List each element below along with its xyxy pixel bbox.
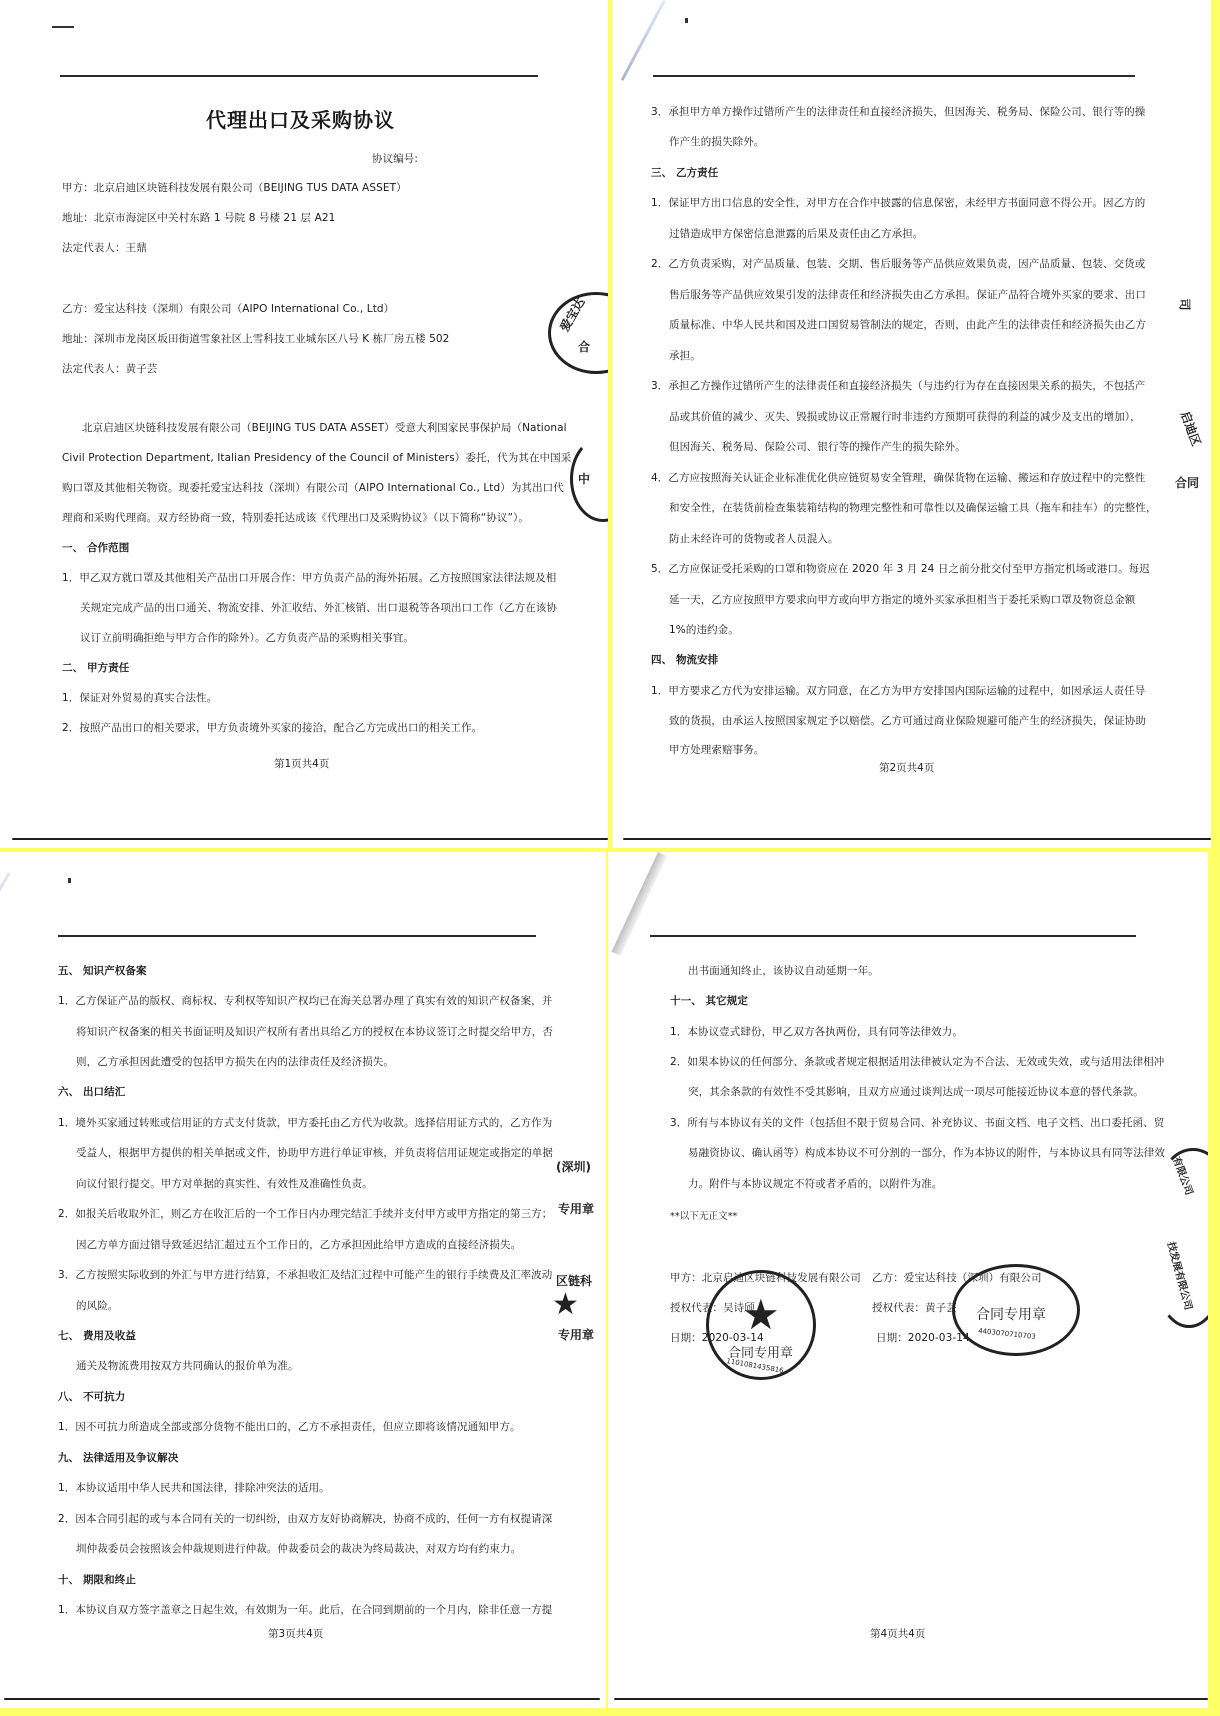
page-1 (0, 0, 608, 848)
page-footer: 第3页共4页 (268, 1628, 324, 1640)
page-footer: 第1页共4页 (274, 758, 330, 770)
clause-line: 品或其价值的减少、灭失、毁损或协议正常履行时非违约方预期可获得的利益的减少及支出的增加）， (669, 411, 1141, 423)
star-icon: ★ (742, 1290, 780, 1339)
party-a-rep: 法定代表人：王鼎 (62, 242, 147, 254)
party-b-address: 地址：深圳市龙岗区坂田街道雪象社区上雪科技工业城东区八号 K 栋厂房五楼 502 (62, 333, 450, 345)
preamble-line: 北京启迪区块链科技发展有限公司（BEIJING TUS DATA ASSET）受意大利国家民事保护局（National (82, 422, 567, 434)
party-b-line: 乙方：爱宝达科技（深圳）有限公司（AIPO International Co., Ltd） (62, 303, 395, 315)
scan-mark (685, 18, 688, 23)
section-heading: 二、 甲方责任 (62, 662, 130, 674)
stamp-fragment-text: 区链科 (556, 1274, 593, 1288)
clause-line: 则，乙方承担因此遭受的包括甲方损失在内的法律责任及经济损失。 (76, 1056, 394, 1068)
header-rule (60, 75, 538, 77)
end-of-text-note: **以下无正文** (670, 1211, 738, 1222)
clause-line: 但因海关、税务局、保险公司、银行等的操作产生的损失除外。 (669, 441, 966, 453)
clause-line: 2．如报关后收取外汇，则乙方在收汇后的一个工作日内办理完结汇手续并支付甲方或甲方指定的第三方； (58, 1208, 553, 1220)
section-heading: 八、 不可抗力 (58, 1391, 126, 1403)
clause-line: 防止未经许可的货物或者人员混入。 (669, 533, 839, 545)
stamp-fragment-text: 中 (578, 472, 591, 486)
party-b-seal-number: 4403070710703 (977, 1326, 1037, 1342)
clause-line: 作产生的损失除外。 (669, 136, 765, 148)
fold-crease (0, 872, 11, 977)
section-heading: 七、 费用及收益 (58, 1330, 136, 1342)
clause-line: 3．承担甲方单方操作过错所产生的法律责任和直接经济损失，但因海关、税务局、保险公司、银行等的操 (651, 106, 1146, 118)
clause-line: 延一天，乙方应按照甲方要求向甲方或向甲方指定的境外买家承担相当于委托采购口罩及物资总金额 (669, 594, 1136, 606)
star-icon: ★ (552, 1287, 579, 1322)
page-2 (612, 0, 1211, 848)
section-heading: 四、 物流安排 (651, 654, 719, 666)
stamp-fragment-text: 启迪区 (1177, 409, 1204, 448)
scan-mark (68, 878, 71, 883)
clause-line: 圳仲裁委员会按照该会仲裁规则进行仲裁。仲裁委员会的裁决为终局裁决，对双方均有约束力。 (76, 1543, 522, 1555)
stamp-fragment-text: 有限公司 (1170, 1155, 1195, 1197)
party-a-seal-number: 1101081435816 (725, 1357, 785, 1375)
clause-line: 1．本协议壹式肆份，甲乙双方各执两份，具有同等法律效力。 (670, 1026, 963, 1038)
clause-line: 致的货损，由承运人按照国家规定予以赔偿。乙方可通过商业保险规避可能产生的经济损失，保证协助 (669, 715, 1146, 727)
clause-line: 易融资协议、确认函等）构成本协议不可分割的一部分，作为本协议的附件，与本协议具有同等法律效 (688, 1147, 1165, 1159)
stamp-fragment-text: 专用章 (558, 1328, 595, 1342)
section-heading: 九、 法律适用及争议解决 (58, 1452, 179, 1464)
clause-line: 过错造成甲方保密信息泄露的后果及责任由乙方承担。 (669, 228, 924, 240)
clause-line: 1．本协议自双方签字盖章之日起生效，有效期为一年。此后，在合同到期前的一个月内，除非任意一方提 (58, 1604, 553, 1616)
page-edge-line (4, 1698, 600, 1700)
header-rule (650, 935, 1136, 937)
clause-line: 售后服务等产品供应效果引发的法律责任和经济损失由乙方承担。保证产品符合境外买家的要求、出口 (669, 289, 1146, 301)
party-b-seal-label: 合同专用章 (976, 1307, 1046, 1323)
clause-line: 3．承担乙方操作过错所产生的法律责任和直接经济损失（与违约行为存在直接因果关系的损失，不包括产 (651, 380, 1146, 392)
page-footer: 第4页共4页 (870, 1628, 926, 1640)
fold-crease (612, 852, 668, 956)
clause-line: 1．甲方要求乙方代为安排运输。双方同意，在乙方为甲方安排国内国际运输的过程中，如因承运人责任导 (651, 685, 1146, 697)
stamp-fragment-text: 司 (1177, 298, 1192, 311)
party-a-address: 地址：北京市海淀区中关村东路 1 号院 8 号楼 21 层 A21 (62, 212, 336, 224)
section-heading: 一、 合作范围 (62, 542, 130, 554)
preamble-line: 理商和采购代理商。双方经协商一致，特别委托达成该《代理出口及采购协议》（以下简称“协议”）。 (62, 512, 529, 524)
clause-line: 将知识产权备案的相关书面证明及知识产权所有者出具给乙方的授权在本协议签订之时提交给甲方，否 (76, 1026, 553, 1038)
clause-line: 1．保证甲方出口信息的安全性，对甲方在合作中披露的信息保密，未经甲方书面同意不得公开。因乙方的 (651, 197, 1146, 209)
page-footer: 第2页共4页 (879, 762, 935, 774)
clause-line: 力。附件与本协议规定不符或者矛盾的，以附件为准。 (688, 1178, 943, 1190)
fold-crease (621, 0, 666, 81)
section-heading: 五、 知识产权备案 (58, 965, 147, 977)
clause-line: 2．按照产品出口的相关要求，甲方负责境外买家的接洽，配合乙方完成出口的相关工作。 (62, 722, 483, 734)
party-a-signature-rep: 授权代表：吴诗颀 (670, 1302, 755, 1314)
agreement-number-label: 协议编号: (372, 153, 419, 165)
section-heading: 三、 乙方责任 (651, 167, 719, 179)
clause-line: 的风险。 (76, 1300, 119, 1312)
party-a-signature-name: 甲方：北京启迪区块链科技发展有限公司 (670, 1272, 861, 1284)
clause-line: 出书面通知终止，该协议自动延期一年。 (688, 965, 879, 977)
party-b-signature-date: 日期：2020-03-14 (876, 1332, 970, 1344)
stamp-fragment-text: 合 (578, 340, 591, 354)
page-4 (608, 852, 1208, 1708)
clause-line: 通关及物流费用按双方共同确认的报价单为准。 (76, 1360, 299, 1372)
page-edge-line (614, 1698, 1208, 1700)
party-a-signature-date: 日期：2020-03-14 (670, 1332, 764, 1344)
party-a-seal-label: 合同专用章 (728, 1346, 794, 1361)
clause-line: 1．乙方保证产品的版权、商标权、专利权等知识产权均已在海关总署办理了真实有效的知识产权备案，并 (58, 995, 553, 1007)
clause-line: 受益人，根据甲方提供的相关单据或文件，协助甲方进行单证审核，并负责将信用证规定或指定的单据 (76, 1147, 553, 1159)
page-3 (0, 852, 606, 1708)
page-edge-line (623, 838, 1211, 840)
party-b-rep: 法定代表人：黄子芸 (62, 363, 158, 375)
party-a-line: 甲方：北京启迪区块链科技发展有限公司（BEIJING TUS DATA ASSET） (62, 182, 407, 194)
clause-line: 1．保证对外贸易的真实合法性。 (62, 692, 218, 704)
clause-line: 2．因本合同引起的或与本合同有关的一切纠纷，由双方友好协商解决，协商不成的，任何一方有权提请深 (58, 1513, 553, 1525)
stamp-fragment-text: 专用章 (558, 1202, 595, 1216)
stamp-fragment-text: 合同 (1175, 476, 1200, 490)
clause-line: 突，其余条款的有效性不受其影响，且双方应通过谈判达成一项尽可能接近协议本意的替代条款。 (688, 1086, 1144, 1098)
stamp-fragment-text: 爱宝达 (557, 295, 588, 334)
section-heading: 十、 期限和终止 (58, 1574, 136, 1586)
clause-line: 关规定完成产品的出口通关、物流安排、外汇收结、外汇核销、出口退税等各项出口工作（乙方在该协 (80, 602, 557, 614)
clause-line: 1．甲乙双方就口罩及其他相关产品出口开展合作：甲方负责产品的海外拓展。乙方按照国家法律法规及相 (62, 572, 557, 584)
stamp-fragment-text: (深圳) (556, 1160, 591, 1174)
section-heading: 十一、 其它规定 (670, 995, 748, 1007)
scan-mark (52, 26, 74, 28)
clause-line: 3．乙方按照实际收到的外汇与甲方进行结算，不承担收汇及结汇过程中可能产生的银行手续费及汇率波动 (58, 1269, 553, 1281)
clause-line: 2．乙方负责采购，对产品质量、包装、交期、售后服务等产品供应效果负责，因产品质量、包装、交货或 (651, 258, 1146, 270)
party-b-signature-rep: 授权代表：黄子芸 (872, 1302, 957, 1314)
clause-line: 议订立前明确拒绝与甲方合作的除外）。乙方负责产品的采购相关事宜。 (80, 632, 414, 644)
clause-line: 3．所有与本协议有关的文件（包括但不限于贸易合同、补充协议、书面文档、电子文档、出口委托函、贸 (670, 1117, 1165, 1129)
clause-line: 4．乙方应按照海关认证企业标准优化供应链贸易安全管理，确保货物在运输、搬运和存放过程中的完整性 (651, 472, 1146, 484)
clause-line: 5．乙方应保证受托采购的口罩和物资应在 2020 年 3 月 24 日之前分批交付至甲方指定机场或港口。每迟 (651, 563, 1150, 575)
preamble-line: 购口罩及其他相关物资。现委托爱宝达科技（深圳）有限公司（AIPO International Co., Ltd）为其出口代 (62, 482, 564, 494)
clause-line: 因乙方单方面过错导致延迟结汇超过五个工作日的，乙方承担因此给甲方造成的直接经济损失。 (76, 1239, 522, 1251)
clause-line: 甲方处理索赔事务。 (669, 744, 765, 756)
clause-line: 1．境外买家通过转账或信用证的方式支付货款，甲方委托由乙方代为收款。选择信用证方式的，乙方作为 (58, 1117, 553, 1129)
clause-line: 1．因不可抗力所造成全部或部分货物不能出口的，乙方不承担责任，但应立即将该情况通知甲方。 (58, 1421, 521, 1433)
party-b-signature-name: 乙方：爱宝达科技（深圳）有限公司 (872, 1272, 1042, 1284)
clause-line: 1%的违约金。 (669, 624, 739, 636)
clause-line: 和安全性，在装货前检查集装箱结构的物理完整性和可靠性以及确保运输工具（拖车和挂车）的完整性， (669, 502, 1157, 514)
header-rule (653, 75, 1135, 77)
clause-line: 1．本协议适用中华人民共和国法律，排除冲突法的适用。 (58, 1482, 330, 1494)
page-edge-line (12, 838, 608, 840)
clause-line: 向议付银行提交。甲方对单据的真实性、有效性及准确性负责。 (76, 1178, 373, 1190)
clause-line: 承担。 (669, 350, 701, 362)
section-heading: 六、 出口结汇 (58, 1086, 126, 1098)
document-title: 代理出口及采购协议 (206, 108, 395, 132)
header-rule (58, 935, 536, 937)
stamp-fragment-text: 技发展有限公司 (1164, 1240, 1194, 1312)
preamble-line: Civil Protection Department, Italian Presidency of the Council of Ministers）委托，代为其在中国采 (62, 452, 572, 464)
clause-line: 2．如果本协议的任何部分、条款或者规定根据适用法律被认定为不合法、无效或失效，或与适用法律相冲 (670, 1056, 1165, 1068)
clause-line: 质量标准、中华人民共和国及进口国贸易管制法的规定，否则，由此产生的法律责任和经济损失由乙方 (669, 319, 1146, 331)
